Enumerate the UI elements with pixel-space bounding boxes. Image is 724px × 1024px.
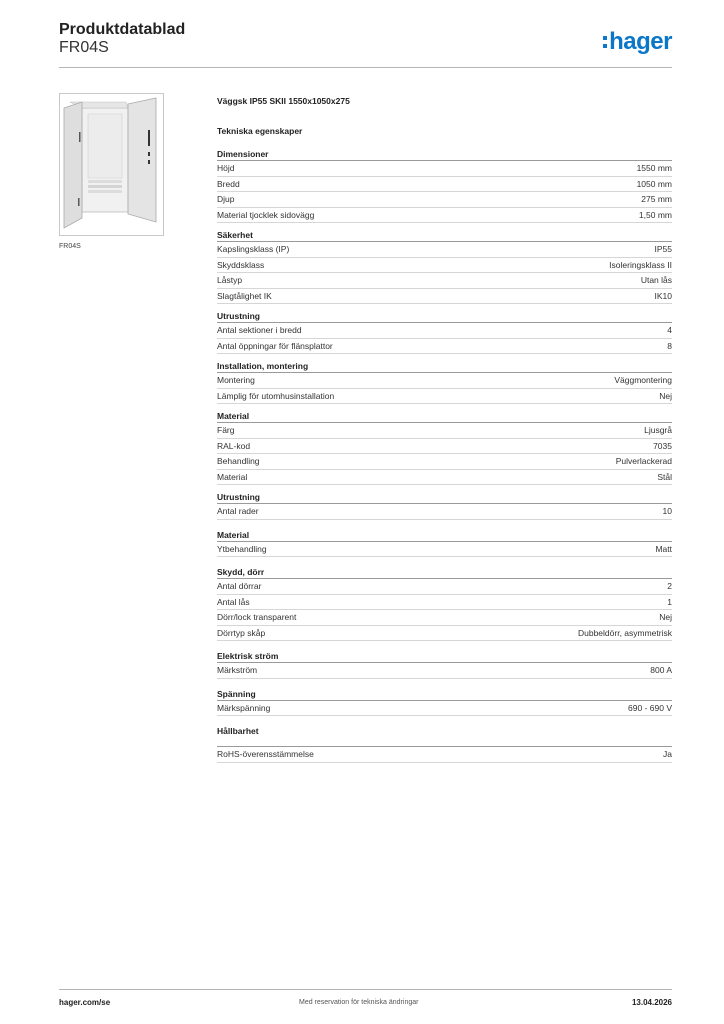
spec-row xyxy=(217,323,672,339)
row-value: Nej xyxy=(659,390,672,401)
row-value: Isoleringsklass II xyxy=(609,259,672,270)
row-value: 1 xyxy=(667,596,672,607)
hager-logo xyxy=(603,28,672,56)
spec-content xyxy=(217,96,672,763)
spec-row xyxy=(217,177,672,193)
row-value: Matt xyxy=(655,543,672,554)
row-value: IP55 xyxy=(654,244,672,254)
spec-row xyxy=(217,423,672,439)
spec-row xyxy=(217,192,672,208)
group-title: Dimensioner xyxy=(217,149,672,161)
spec-row xyxy=(217,542,672,558)
section-heading: Tekniska egenskaper xyxy=(217,126,303,136)
product-title: Väggsk IP55 SKII 1550x1050x275 xyxy=(217,96,350,106)
row-label: Dörrtyp skåp xyxy=(217,627,266,638)
spec-row xyxy=(217,273,672,289)
row-value: 2 xyxy=(667,581,672,591)
group-title: Utrustning xyxy=(217,492,672,504)
footer-website-link[interactable]: hager.com/se xyxy=(59,998,111,1007)
row-value: 7035 xyxy=(653,440,672,451)
row-label: Märkström xyxy=(217,665,258,675)
row-label: RAL-kod xyxy=(217,440,251,451)
row-label: Antal rader xyxy=(217,506,259,516)
spec-row xyxy=(217,439,672,455)
group-title: Spänning xyxy=(217,689,672,701)
group-title: Säkerhet xyxy=(217,230,672,242)
group-title: Material xyxy=(217,530,672,542)
spec-group-material-2 xyxy=(217,530,672,558)
cabinet-illustration xyxy=(60,94,163,235)
row-value: Väggmontering xyxy=(614,375,672,385)
spec-group-skydd-dorr xyxy=(217,567,672,641)
row-value: Stål xyxy=(657,471,672,482)
spec-row xyxy=(217,746,672,763)
image-caption: FR04S xyxy=(59,243,81,250)
row-label: Kapslingsklass (IP) xyxy=(217,244,290,254)
spec-row xyxy=(217,701,672,717)
row-label: Färg xyxy=(217,425,235,435)
spec-group-material xyxy=(217,411,672,485)
group-title: Material xyxy=(217,411,672,423)
row-label: Antal sektioner i bredd xyxy=(217,325,302,335)
spec-row xyxy=(217,373,672,389)
row-label: Djup xyxy=(217,194,235,204)
spec-group-elektrisk-strom xyxy=(217,651,672,679)
spec-group-dimensioner xyxy=(217,149,672,223)
spec-row xyxy=(217,389,672,405)
footer-note: Med reservation för tekniska ändringar xyxy=(299,999,419,1006)
spec-group-sakerhet xyxy=(217,230,672,304)
spec-row xyxy=(217,454,672,470)
row-value: Utan lås xyxy=(640,275,672,285)
row-label: Material tjocklek sidovägg xyxy=(217,209,315,220)
row-label: Dörr/lock transparent xyxy=(217,612,297,622)
row-label: Behandling xyxy=(217,456,260,466)
row-label: Ytbehandling xyxy=(217,543,267,554)
spec-row xyxy=(217,579,672,595)
spec-row xyxy=(217,626,672,642)
row-value: IK10 xyxy=(654,290,672,301)
spec-row xyxy=(217,289,672,305)
spec-row xyxy=(217,242,672,258)
row-value: Nej xyxy=(659,612,672,622)
spec-row xyxy=(217,258,672,274)
product-code: FR04S xyxy=(59,39,109,56)
spec-group-installation xyxy=(217,361,672,404)
row-label: RoHS-överensstämmelse xyxy=(217,749,314,759)
product-image xyxy=(59,93,164,236)
spec-group-hallbarhet xyxy=(217,726,672,763)
footer-date: 13.04.2026 xyxy=(631,998,672,1007)
spec-group-utrustning-2 xyxy=(217,492,672,520)
row-label: Antal lås xyxy=(217,596,250,607)
row-value: 1,50 mm xyxy=(638,209,672,220)
row-value: 1050 mm xyxy=(636,178,672,189)
logo-dots-icon xyxy=(603,36,607,48)
row-label: Höjd xyxy=(217,163,235,173)
spec-row xyxy=(217,595,672,611)
row-value: 690 - 690 V xyxy=(628,702,672,713)
group-title: Installation, montering xyxy=(217,361,672,373)
row-value: 275 mm xyxy=(641,194,672,204)
row-label: Märkspänning xyxy=(217,702,271,713)
row-label: Antal dörrar xyxy=(217,581,262,591)
logo-text: hager xyxy=(609,28,672,55)
group-title: Utrustning xyxy=(217,311,672,323)
spec-row xyxy=(217,161,672,177)
row-label: Antal öppningar för flänsplattor xyxy=(217,340,333,351)
spec-row xyxy=(217,610,672,626)
document-title: Produktdatablad xyxy=(59,21,186,38)
spec-group-utrustning xyxy=(217,311,672,354)
row-label: Material xyxy=(217,471,248,482)
spec-row xyxy=(217,339,672,355)
spec-row xyxy=(217,504,672,520)
spec-row xyxy=(217,208,672,224)
spec-row xyxy=(217,470,672,486)
footer-divider xyxy=(59,989,672,990)
row-label: Slagtålighet IK xyxy=(217,290,272,301)
row-label: Lämplig för utomhusinstallation xyxy=(217,390,335,401)
group-title: Hållbarhet xyxy=(217,726,259,736)
row-value: 10 xyxy=(662,506,672,516)
row-label: Bredd xyxy=(217,178,240,189)
row-value: 1550 mm xyxy=(636,163,672,173)
row-value: Dubbeldörr, asymmetrisk xyxy=(577,627,672,638)
row-label: Låstyp xyxy=(217,275,243,285)
spec-group-spanning xyxy=(217,689,672,717)
spec-row xyxy=(217,663,672,679)
row-label: Montering xyxy=(217,375,255,385)
header-divider xyxy=(59,67,672,68)
row-value: 800 A xyxy=(650,665,672,675)
row-value: Ja xyxy=(663,749,672,759)
row-value: 4 xyxy=(667,325,672,335)
row-value: Pulverlackerad xyxy=(615,456,672,466)
row-label: Skyddsklass xyxy=(217,259,265,270)
row-value: 8 xyxy=(667,340,672,351)
group-title: Elektrisk ström xyxy=(217,651,672,663)
row-value: Ljusgrå xyxy=(644,425,672,435)
group-title: Skydd, dörr xyxy=(217,567,672,579)
